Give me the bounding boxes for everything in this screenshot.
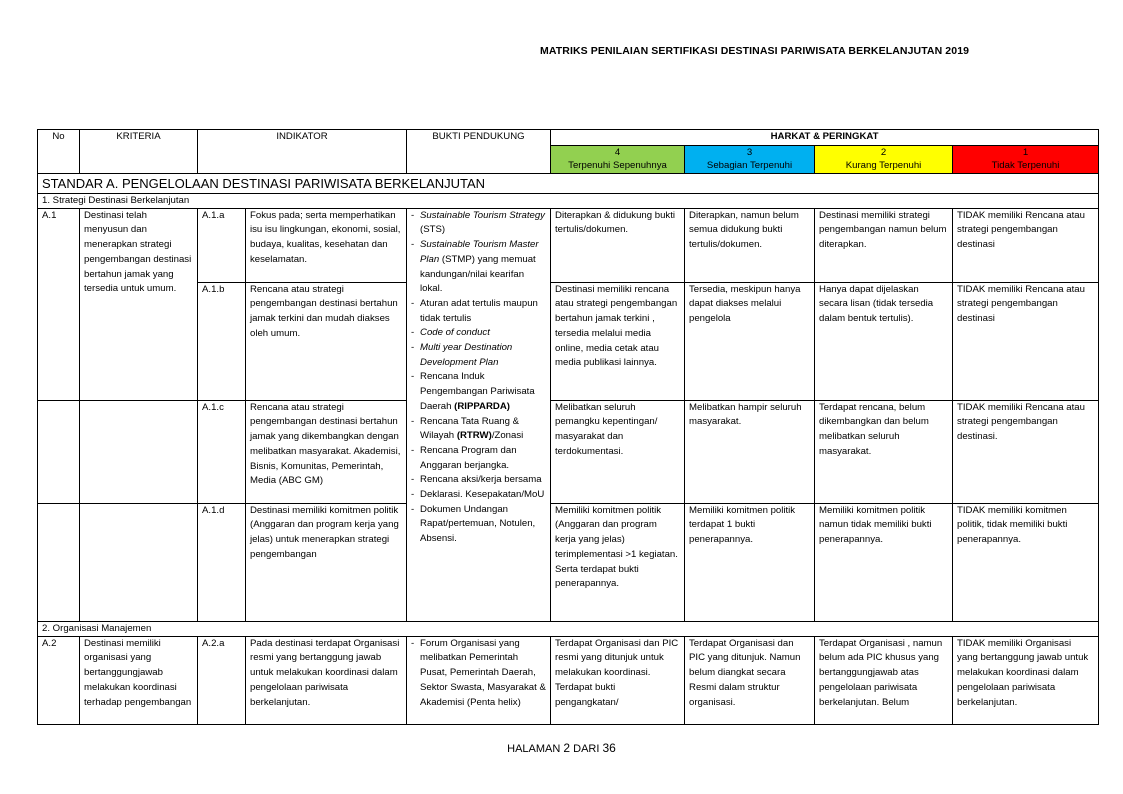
level-1-cell: TIDAK memiliki Rencana atau strategi pengembangan destinasi	[953, 282, 1099, 400]
header-kriteria: KRITERIA	[80, 130, 198, 174]
table-row	[38, 282, 1099, 400]
header-indikator: INDIKATOR	[198, 130, 407, 174]
level-2-label: Kurang Terpenuhi	[845, 159, 922, 171]
evidence-item: - Rencana Induk Pengembangan Pariwisata Daerah (RIPPARDA)	[411, 370, 546, 414]
table-row	[38, 400, 1099, 503]
level-2-cell: Destinasi memiliki strategi pengembangan namun belum diterapkan.	[815, 208, 953, 282]
section-1-title: 1. Strategi Destinasi Berkelanjutan	[38, 193, 1099, 208]
standard-title: STANDAR A. PENGELOLAAN DESTINASI PARIWISATA BERKELANJUTAN	[38, 173, 1099, 193]
level-1-cell: TIDAK memiliki komitmen politik, tidak memiliki bukti penerapannya.	[953, 503, 1099, 621]
level-4-header	[551, 145, 685, 173]
level-1-cell: TIDAK memiliki Rencana atau strategi pengembangan destinasi.	[953, 400, 1099, 503]
level-2-cell: Hanya dapat dijelaskan secara lisan (tidak tersedia dalam bentuk tertulis).	[815, 282, 953, 400]
evidence-item: - Deklarasi. Kesepakatan/MoU	[411, 488, 546, 503]
table-row	[38, 636, 1099, 724]
indicator-code: A.1.c	[198, 400, 246, 503]
evidence-item: - Rencana aksi/kerja bersama	[411, 473, 546, 488]
table-row	[38, 208, 1099, 282]
indicator-code: A.1.d	[198, 503, 246, 621]
level-2-number: 2	[880, 146, 887, 158]
section-row	[38, 621, 1099, 636]
level-1-cell: TIDAK memiliki Organisasi yang bertanggung jawab untuk melakukan koordinasi dalam pengelolaan pariwisata berkelanjutan.	[953, 636, 1099, 724]
level-1-cell: TIDAK memiliki Rencana atau strategi pengembangan destinasi	[953, 208, 1099, 282]
footer-page-number: 2	[563, 741, 571, 755]
indicator-text: Pada destinasi terdapat Organisasi resmi yang bertanggung jawab untuk melakukan koordinasi dalam pengelolaan pariwisata berkelanjutan.	[246, 636, 407, 724]
criteria-number-empty	[38, 400, 80, 503]
table-row	[38, 503, 1099, 621]
criteria-text: Destinasi telah menyusun dan menerapkan strategi pengembangan destinasi bertahun jamak yang tersedia untuk umum.	[80, 208, 198, 400]
level-3-label: Sebagian Terpenuhi	[706, 159, 793, 171]
indicator-code: A.1.a	[198, 208, 246, 282]
header-row	[38, 130, 1099, 146]
level-3-cell: Tersedia, meskipun hanya dapat diakses melalui pengelola	[685, 282, 815, 400]
criteria-number-empty	[38, 503, 80, 621]
criteria-text-empty	[80, 503, 198, 621]
criteria-text: Destinasi memiliki organisasi yang bertanggungjawab melakukan koordinasi terhadap pengembangan	[80, 636, 198, 724]
indicator-code: A.2.a	[198, 636, 246, 724]
level-4-cell: Destinasi memiliki rencana atau strategi pengembangan bertahun jamak terkini , tersedia melalui media online, media cetak atau media publikasi lainnya.	[551, 282, 685, 400]
page-footer	[0, 741, 1123, 755]
evidence-item: - Code of conduct	[411, 326, 546, 341]
level-4-cell: Diterapkan & didukung bukti tertulis/dokumen.	[551, 208, 685, 282]
level-2-header	[815, 145, 953, 173]
header-harkat-peringkat: HARKAT & PERINGKAT	[551, 130, 1099, 146]
criteria-number: A.2	[38, 636, 80, 724]
level-4-label: Terpenuhi Sepenuhnya	[568, 159, 667, 171]
header-no: No	[38, 130, 80, 174]
level-4-cell: Memiliki komitmen politik (Anggaran dan program kerja yang jelas) terimplementasi >1 kegiatan. Serta terdapat bukti penerapannya.	[551, 503, 685, 621]
indicator-text: Rencana atau strategi pengembangan destinasi bertahun jamak yang dikembangkan dengan melibatkan masyarakat. Akademisi, Bisnis, Komunitas, Pemerintah, Media (ABC GM)	[246, 400, 407, 503]
evidence-item: - Sustainable Tourism Strategy (STS)	[411, 209, 546, 238]
indicator-text: Fokus pada; serta memperhatikan isu isu lingkungan, ekonomi, sosial, budaya, kualitas, kesehatan dan keselamatan.	[246, 208, 407, 282]
header-bukti-pendukung: BUKTI PENDUKUNG	[407, 130, 551, 174]
level-1-number: 1	[1022, 146, 1029, 158]
level-4-cell: Terdapat Organisasi dan PIC resmi yang ditunjuk untuk melakukan koordinasi. Terdapat bukti pengangkatan/	[551, 636, 685, 724]
level-3-cell: Terdapat Organisasi dan PIC yang ditunjuk. Namun belum diangkat secara Resmi dalam struktur organisasi.	[685, 636, 815, 724]
supporting-evidence	[407, 208, 551, 621]
level-4-number: 4	[614, 146, 621, 158]
standard-row	[38, 173, 1099, 193]
evidence-item: - Multi year Destination Development Plan	[411, 341, 546, 370]
level-3-cell: Diterapkan, namun belum semua didukung bukti tertulis/dokumen.	[685, 208, 815, 282]
evidence-item: - Rencana Program dan Anggaran berjangka.	[411, 444, 546, 473]
footer-prefix: HALAMAN	[507, 743, 564, 755]
document-title: MATRIKS PENILAIAN SERTIFIKASI DESTINASI PARIWISATA BERKELANJUTAN 2019	[540, 45, 970, 57]
evidence-item: - Dokumen Undangan Rapat/pertemuan, Notulen, Absensi.	[411, 503, 546, 547]
evidence-item: - Rencana Tata Ruang & Wilayah (RTRW)/Zonasi	[411, 415, 546, 444]
level-3-cell: Melibatkan hampir seluruh masyarakat.	[685, 400, 815, 503]
assessment-matrix-table	[37, 129, 1099, 725]
supporting-evidence	[407, 636, 551, 724]
level-3-header	[685, 145, 815, 173]
level-3-number: 3	[746, 146, 753, 158]
criteria-number-empty	[38, 282, 80, 400]
indicator-code: A.1.b	[198, 282, 246, 400]
footer-mid: DARI	[570, 743, 603, 755]
indicator-text: Destinasi memiliki komitmen politik (Anggaran dan program kerja yang jelas) untuk menerapkan strategi pengembangan	[246, 503, 407, 621]
evidence-item: - Aturan adat tertulis maupun tidak tertulis	[411, 297, 546, 326]
level-3-cell: Memiliki komitmen politik terdapat 1 bukti penerapannya.	[685, 503, 815, 621]
evidence-item: - Forum Organisasi yang melibatkan Pemerintah Pusat, Pemerintah Daerah, Sektor Swasta, Masyarakat & Akademisi (Penta helix)	[411, 637, 546, 711]
level-2-cell: Memiliki komitmen politik namun tidak memiliki bukti penerapannya.	[815, 503, 953, 621]
level-4-cell: Melibatkan seluruh pemangku kepentingan/ masyarakat dan terdokumentasi.	[551, 400, 685, 503]
indicator-text: Rencana atau strategi pengembangan destinasi bertahun jamak terkini dan mudah diakses oleh umum.	[246, 282, 407, 400]
section-row	[38, 193, 1099, 208]
footer-total-pages: 36	[602, 741, 616, 755]
section-2-title: 2. Organisasi Manajemen	[38, 621, 1099, 636]
level-1-label: Tidak Terpenuhi	[991, 159, 1060, 171]
level-2-cell: Terdapat rencana, belum dikembangkan dan belum melibatkan seluruh masyarakat.	[815, 400, 953, 503]
level-1-header	[953, 145, 1099, 173]
criteria-number: A.1	[38, 208, 80, 282]
evidence-item: - Sustainable Tourism Master Plan (STMP) yang memuat kandungan/nilai kearifan lokal.	[411, 238, 546, 297]
level-2-cell: Terdapat Organisasi , namun belum ada PIC khusus yang bertanggungjawab atas pengelolaan pariwisata berkelanjutan. Belum	[815, 636, 953, 724]
criteria-text-empty	[80, 400, 198, 503]
